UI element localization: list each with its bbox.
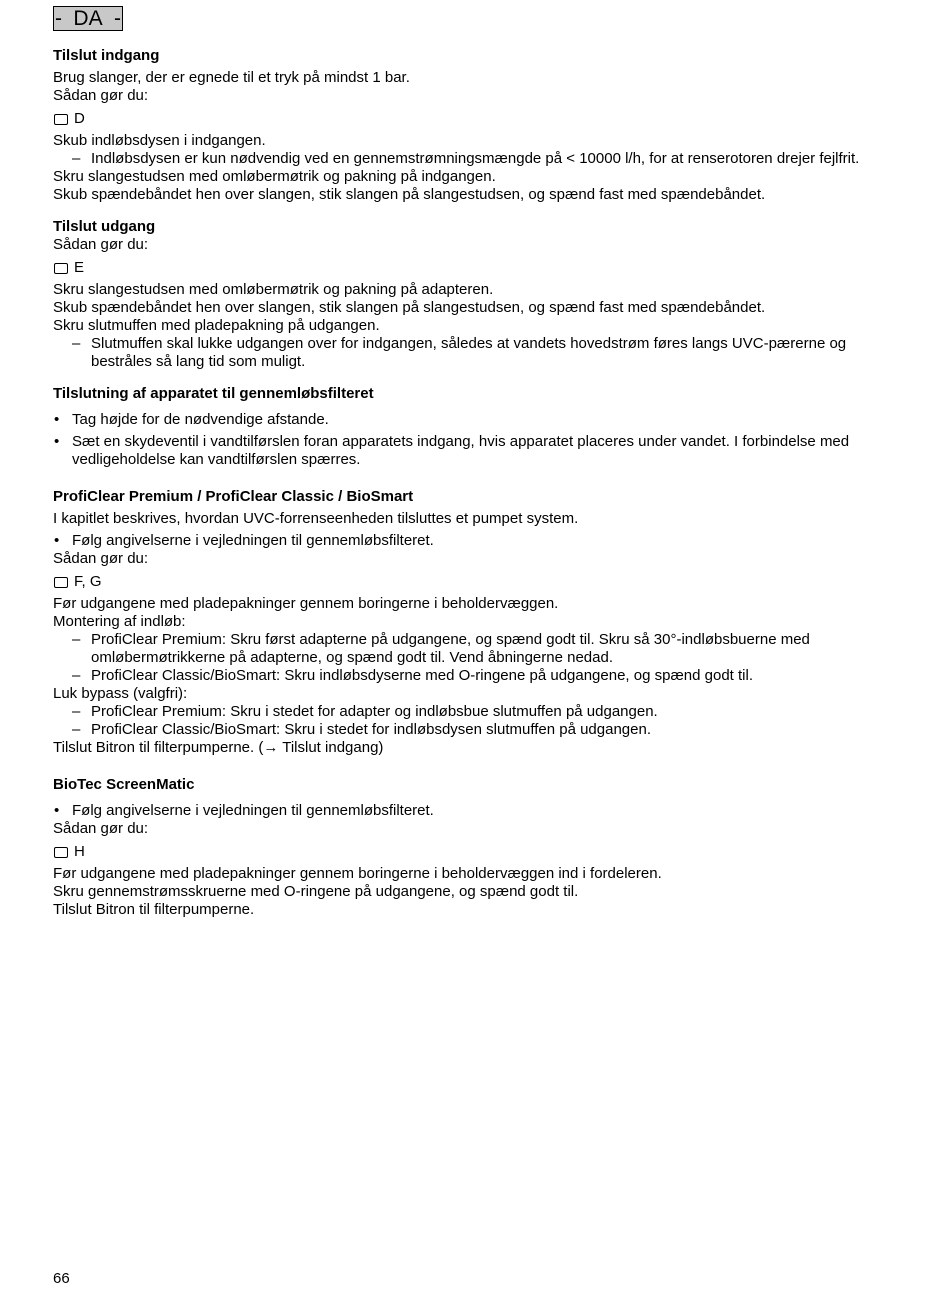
bullet-item-text: Følg angivelserne i vejledningen til gennemløbsfilteret. (72, 802, 434, 819)
dash-mark: – (72, 703, 81, 720)
section-title-biotec: BioTec ScreenMatic (53, 776, 195, 793)
lang-tag-left: - (55, 7, 62, 30)
section-title-filter-connection: Tilslutning af apparatet til gennemløbsfilteret (53, 385, 374, 402)
paragraph: Skru slangestudsen med omløbermøtrik og pakning på indgangen. (53, 168, 496, 185)
dash-item (53, 335, 893, 371)
bullet-mark: • (54, 532, 60, 549)
figure-label: E (74, 259, 85, 276)
dash-mark: – (72, 150, 81, 167)
paragraph: Skub indløbsdysen i indgangen. (53, 132, 266, 149)
figure-label: D (74, 110, 85, 127)
paragraph: Skub spændebåndet hen over slangen, stik slangen på slangestudsen, og spænd fast med spændebåndet. (53, 299, 766, 316)
figure-icon (54, 847, 68, 858)
figure-label: F, G (74, 573, 102, 590)
lang-tag-right: - (114, 7, 121, 30)
paragraph: I kapitlet beskrives, hvordan UVC-forrenseenheden tilsluttes et pumpet system. (53, 510, 579, 527)
paragraph: Før udgangene med pladepakninger gennem boringerne i beholdervæggen ind i fordeleren. (53, 865, 662, 882)
dash-item (53, 631, 893, 667)
figure-icon (54, 577, 68, 588)
bullet-item (53, 411, 893, 429)
bullet-item-text: Tag højde for de nødvendige afstande. (72, 411, 329, 428)
bullet-mark: • (54, 802, 60, 819)
language-tag (53, 6, 123, 31)
dash-mark: – (72, 667, 81, 684)
bullet-item-text: Sæt en skydeventil i vandtilførslen foran apparatets indgang, hvis apparatet placeres under vandet. I forbindelse med vedligeholdelse kan vandtilførslen spærres. (72, 433, 850, 468)
paragraph: Luk bypass (valgfri): (53, 685, 188, 702)
figure-icon (54, 263, 68, 274)
dash-item-text: ProfiClear Classic/BioSmart: Skru i stedet for indløbsdysen slutmuffen på udgangen. (91, 721, 651, 738)
dash-item (53, 703, 893, 721)
paragraph: Sådan gør du: (53, 550, 149, 567)
paragraph: Før udgangene med pladepakninger gennem boringerne i beholdervæggen. (53, 595, 559, 612)
paragraph: Sådan gør du: (53, 236, 149, 253)
lang-tag-code: DA (73, 7, 103, 30)
paragraph: Skru slutmuffen med pladepakning på udgangen. (53, 317, 380, 334)
dash-item (53, 721, 893, 739)
dash-item-text: ProfiClear Premium: Skru i stedet for adapter og indløbsbue slutmuffen på udgangen. (91, 703, 658, 720)
bullet-mark: • (54, 411, 60, 428)
section-title-inlet: Tilslut indgang (53, 47, 160, 64)
figure-label: H (74, 843, 85, 860)
paragraph: Skub spændebåndet hen over slangen, stik slangen på slangestudsen, og spænd fast med spændebåndet. (53, 186, 766, 203)
dash-item-text: Slutmuffen skal lukke udgangen over for indgangen, således at vandets hovedstrøm føres langs UVC-pærerne og bestråles så lang tid som muligt. (91, 335, 847, 370)
paragraph: Skru slangestudsen med omløbermøtrik og pakning på adapteren. (53, 281, 494, 298)
dash-item-text: Indløbsdysen er kun nødvendig ved en gennemstrømningsmængde på < 10000 l/h, for at renserotoren drejer fejlfrit. (91, 150, 860, 167)
paragraph: Sådan gør du: (53, 820, 149, 837)
bullet-item-text: Følg angivelserne i vejledningen til gennemløbsfilteret. (72, 532, 434, 549)
figure-reference (53, 843, 893, 861)
dash-mark: – (72, 721, 81, 738)
bullet-mark: • (54, 433, 60, 450)
section-title-outlet: Tilslut udgang (53, 218, 156, 235)
dash-item-text: ProfiClear Classic/BioSmart: Skru indløbsdyserne med O-ringene på udgangene, og spænd godt til. (91, 667, 754, 684)
paragraph: Montering af indløb: (53, 613, 186, 630)
dash-mark: – (72, 335, 81, 352)
figure-reference (53, 110, 893, 128)
page-number: 66 (53, 1270, 70, 1287)
paragraph: Skru gennemstrømsskruerne med O-ringene på udgangene, og spænd godt til. (53, 883, 579, 900)
dash-item-text: ProfiClear Premium: Skru først adapterne på udgangene, og spænd godt til. Skru så 30°-indløbsbuerne med omløbermøtrikkerne på adapterne, og spænd godt til. Vend åbningerne nedad. (91, 631, 810, 666)
dash-item (53, 150, 893, 168)
bullet-item (53, 433, 893, 469)
page-content (53, 46, 893, 919)
bullet-item (53, 802, 893, 820)
paragraph: Tilslut Bitron til filterpumperne. (→ Tilslut indgang) (53, 739, 384, 756)
figure-reference (53, 259, 893, 277)
dash-mark: – (72, 631, 81, 648)
dash-item (53, 667, 893, 685)
paragraph: Tilslut Bitron til filterpumperne. (53, 901, 255, 918)
section-title-proficlear: ProfiClear Premium / ProfiClear Classic / BioSmart (53, 488, 414, 505)
figure-icon (54, 114, 68, 125)
paragraph: Brug slanger, der er egnede til et tryk på mindst 1 bar. (53, 69, 410, 86)
paragraph: Sådan gør du: (53, 87, 149, 104)
bullet-item (53, 532, 893, 550)
figure-reference (53, 573, 893, 591)
